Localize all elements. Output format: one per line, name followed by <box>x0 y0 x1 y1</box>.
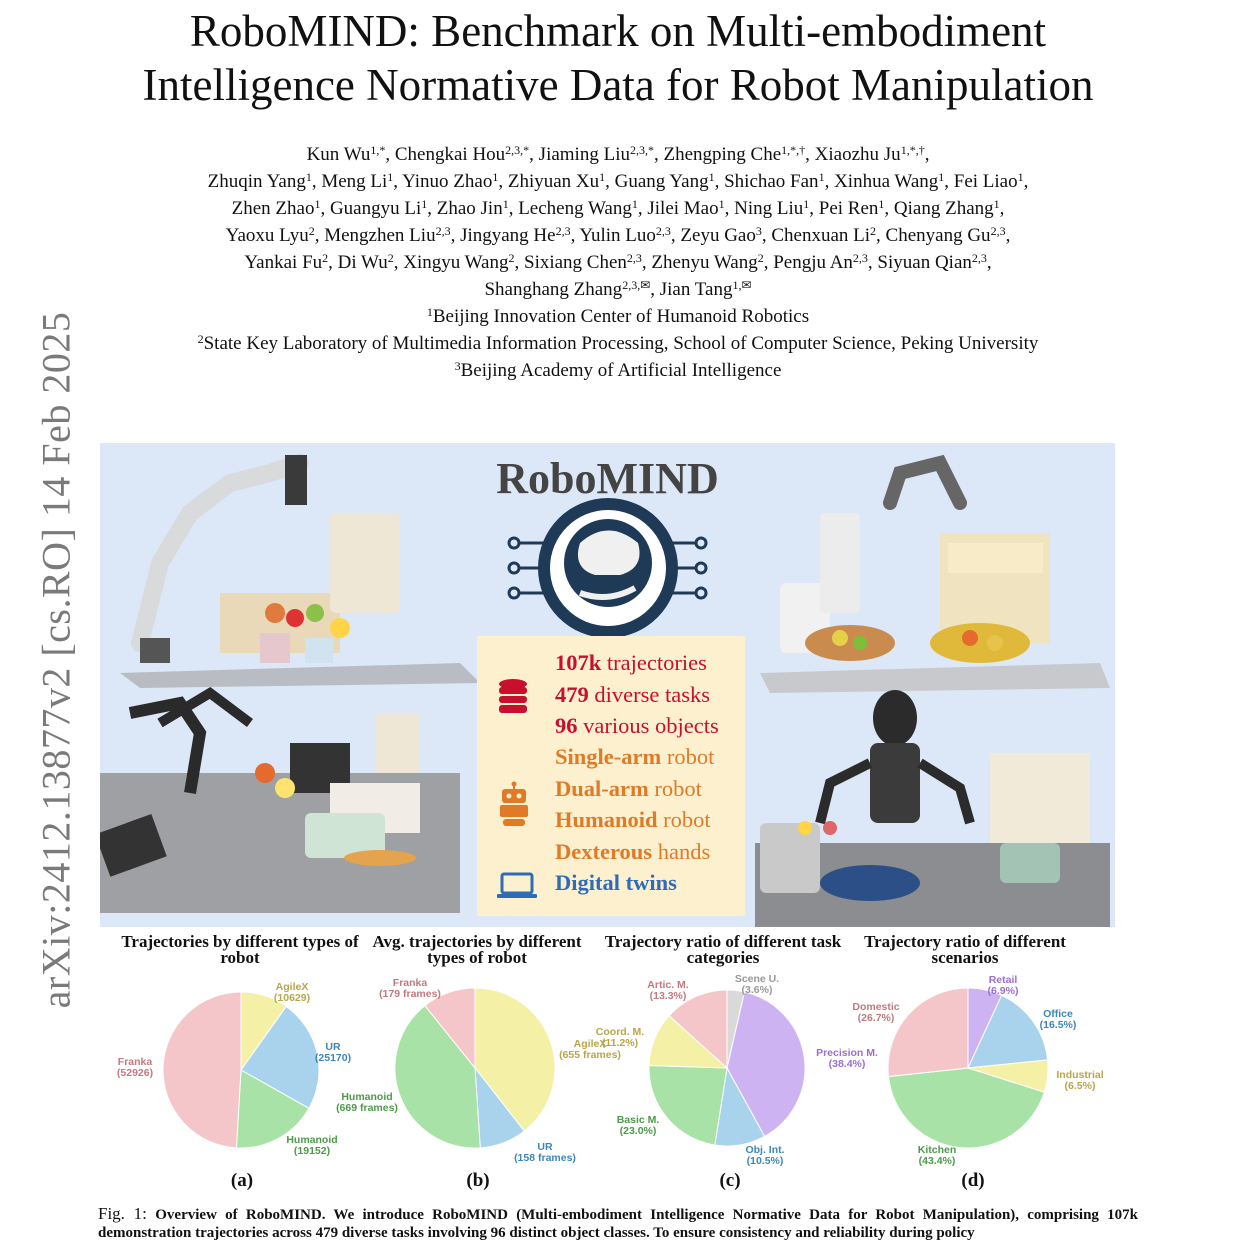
author-name: Zhao Jin <box>436 198 503 219</box>
affiliation-text: State Key Laboratory of Multimedia Information Processing, School of Computer Science, Peking University <box>203 333 1039 354</box>
pie-label: Humanoid (19152) <box>286 1134 338 1157</box>
author-name: Xinhua Wang <box>834 171 939 192</box>
stat-value: 107k <box>555 650 602 675</box>
author-name: Meng Li <box>321 171 388 192</box>
affiliation-sup: 1 <box>426 305 433 319</box>
author-affiliation-sup: 2 <box>870 224 877 238</box>
author-affiliation-sup: 1,* <box>370 143 386 157</box>
author-name: Zhiyuan Xu <box>507 171 600 192</box>
caption-label: Fig. 1: <box>98 1204 147 1223</box>
author-affiliation-sup: 1 <box>305 170 312 184</box>
author-name: Sixiang Chen <box>524 252 627 273</box>
author-affiliation-sup: 1 <box>492 170 499 184</box>
stat-value: Single-arm <box>555 744 662 769</box>
author-name: Guangyu Li <box>329 198 422 219</box>
author-line: Yankai Fu$^2$, Di Wu$^2$, Xingyu Wang$^2$, Sixiang Chen$^{2,3}$, Zhenyu Wang$^2$, Pengju An$^{2,3}$, Siyuan Qian$^{2,3}$, <box>244 251 992 273</box>
stat-value: Dexterous <box>555 839 653 864</box>
pie-label: Office (16.5%) <box>1039 1008 1077 1031</box>
author-affiliation-sup: 2 <box>757 251 764 265</box>
pie-label: Humanoid (669 frames) <box>336 1091 398 1114</box>
author-affiliation-sup: 1 <box>818 170 825 184</box>
author-name: Mengzhen Liu <box>324 225 436 246</box>
author-line: Yaoxu Lyu$^2$, Mengzhen Liu$^{2,3}$, Jingyang He$^{2,3}$, Yulin Luo$^{2,3}$, Zeyu Gao$^3$, Chenxuan Li$^2$, Chenyang Gu$^{2,3}$, <box>225 224 1011 246</box>
subfig-label-b: (b) <box>466 1170 490 1191</box>
author-affiliation-sup: 1 <box>1017 170 1024 184</box>
author-name: Zhenyu Wang <box>651 252 758 273</box>
pie-label: Coord. M. (11.2%) <box>595 1026 645 1049</box>
author-affiliation-sup: 1 <box>718 197 725 211</box>
affiliation-sup: 3 <box>454 359 461 373</box>
author-name: Kun Wu <box>306 144 371 165</box>
author-name: Yaoxu Lyu <box>225 225 309 246</box>
author-affiliation-sup: 2,3 <box>990 224 1006 238</box>
arxiv-identifier: arXiv:2412.13877v2 [cs.RO] 14 Feb 2025 <box>33 311 79 1009</box>
pie-label: Obj. Int. (10.5%) <box>745 1144 785 1167</box>
author-affiliation-sup: 1 <box>502 197 509 211</box>
author-affiliation-sup: 2,3 <box>971 251 987 265</box>
pie-label: Franka (52926) <box>116 1056 154 1079</box>
affiliation-text: Beijing Academy of Artificial Intelligence <box>460 360 782 381</box>
author-affiliation-sup: 2,3,* <box>505 143 530 157</box>
stat-value: Dual-arm <box>555 776 649 801</box>
pie-label: Artic. M. (13.3%) <box>647 979 689 1002</box>
author-line: Zhen Zhao$^1$, Guangyu Li$^1$, Zhao Jin$^1$, Lecheng Wang$^1$, Jilei Mao$^1$, Ning Liu$^1$, Pei Ren$^1$, Qiang Zhang$^1$, <box>231 197 1005 219</box>
author-affiliation-sup: 1 <box>631 197 638 211</box>
figure-caption <box>98 1205 1138 1242</box>
author-name: Siyuan Qian <box>877 252 972 273</box>
author-affiliation-sup: 1 <box>387 170 394 184</box>
author-line: Kun $Wu^{1,*}$, Chengkai Hou$^{2,3,*}$, Jiaming Liu$^{2,3,*}$, Zhengping Che$^{1,*,\dagger}$, Xiaozhu $Ju^{1,*,\dagger}$, <box>306 143 930 165</box>
author-name: Zhen Zhao <box>231 198 315 219</box>
author-name: Qiang Zhang <box>893 198 994 219</box>
author-name: Fei Liao <box>953 171 1018 192</box>
pie-slice-domestic <box>888 988 968 1077</box>
pie-label: Kitchen (43.4%) <box>917 1144 957 1167</box>
author-affiliation-sup: 1 <box>878 197 885 211</box>
author-name: Jingyang He <box>460 225 556 246</box>
stat-text: diverse tasks <box>588 682 710 707</box>
stat-value: Humanoid <box>555 807 658 832</box>
author-affiliation-sup: 2,3 <box>655 224 671 238</box>
author-name: Chenxuan Li <box>771 225 871 246</box>
author-name: Yulin Luo <box>579 225 656 246</box>
author-name: Zeyu Gao <box>680 225 756 246</box>
author-affiliation-sup: 2,3 <box>626 251 642 265</box>
author-affiliation-sup: 1 <box>314 197 321 211</box>
pie-label: UR (158 frames) <box>514 1141 576 1164</box>
author-affiliation-sup: 2,3 <box>852 251 868 265</box>
author-affiliation-sup: 1,*,† <box>781 143 806 157</box>
author-name: Shichao Fan <box>724 171 819 192</box>
pie-slice-franka <box>163 992 241 1148</box>
author-affiliation-sup: 1 <box>993 197 1000 211</box>
figure-heading: RoboMIND <box>496 454 719 503</box>
pie-slice-basic-m <box>649 1066 727 1145</box>
author-name: Di Wu <box>337 252 388 273</box>
author-affiliation-sup: 2 <box>387 251 394 265</box>
pie-label: Basic M. (23.0%) <box>616 1114 660 1137</box>
author-affiliation-sup: 1 <box>938 170 945 184</box>
author-name: Pei Ren <box>818 198 879 219</box>
pie-label: Industrial (6.5%) <box>1056 1069 1104 1092</box>
pie-label: UR (25170) <box>314 1041 352 1064</box>
author-affiliation-sup: 1 <box>421 197 428 211</box>
pie-label: Precision M. (38.4%) <box>816 1047 878 1070</box>
author-name: Jilei Mao <box>647 198 719 219</box>
author-name: Chenyang Gu <box>885 225 991 246</box>
stat-text: robot <box>648 776 702 801</box>
author-name: Zhuqin Yang <box>207 171 306 192</box>
stat-text: robot <box>661 744 715 769</box>
author-name: Zhengping Che <box>663 144 782 165</box>
stat-value: Digital twins <box>555 870 677 895</box>
author-name: Xingyu Wang <box>403 252 509 273</box>
author-name: Yinuo Zhao <box>402 171 493 192</box>
author-name: Ning Liu <box>734 198 804 219</box>
author-affiliation-sup: 3 <box>755 224 762 238</box>
caption-text: Overview of RoboMIND. We introduce RoboMIND (Multi-embodiment Intelligence Normative Data for Robot Manipulation), comprising 107k demonstration trajectories across 479 diverse tasks involving 96 distinct object classes. To ensure consistency and reliability during policy <box>98 1207 1139 1241</box>
author-name: Jiaming Liu <box>538 144 630 165</box>
author-affiliation-sup: 1,*,† <box>900 143 925 157</box>
pie-label: AgileX (655 frames) <box>559 1038 621 1061</box>
stat-text: hands <box>652 839 711 864</box>
author-name: Lecheng Wang <box>518 198 632 219</box>
stat-text: various objects <box>577 713 719 738</box>
affiliation-sup: 2 <box>197 332 204 346</box>
author-name: Xiaozhu Ju <box>814 144 901 165</box>
author-name: Jian Tang <box>659 279 733 300</box>
author-name: Pengju An <box>773 252 853 273</box>
author-affiliation-sup: 2,3,✉ <box>622 278 651 292</box>
author-affiliation-sup: 2,3,* <box>629 143 654 157</box>
pie-label: Franka (179 frames) <box>379 977 441 1000</box>
author-name: Guang Yang <box>614 171 709 192</box>
pie-label: Domestic (26.7%) <box>852 1001 900 1024</box>
author-affiliation-sup: 2,3 <box>435 224 451 238</box>
author-line: Zhuqin Yang$^1$, Meng Li$^1$, Yinuo Zhao$^1$, Zhiyuan Xu$^1$, Guang Yang$^1$, Shichao Fan$^1$, Xinhua Wang$^1$, Fei Liao$^1$, <box>207 170 1029 192</box>
author-affiliation-sup: 1 <box>708 170 715 184</box>
stat-text: robot <box>657 807 711 832</box>
pie-label: Scene U. (3.6%) <box>734 973 780 996</box>
subfig-label-d: (d) <box>961 1170 985 1191</box>
subfig-label-a: (a) <box>230 1170 254 1191</box>
author-name: Shanghang Zhang <box>484 279 623 300</box>
author-affiliation-sup: 1 <box>599 170 606 184</box>
subfig-label-c: (c) <box>719 1170 741 1191</box>
pie-label: Retail (6.9%) <box>987 974 1019 997</box>
author-affiliation-sup: 1 <box>803 197 810 211</box>
pie-label: AgileX (10629) <box>273 981 311 1004</box>
author-affiliation-sup: 2 <box>308 224 315 238</box>
author-affiliation-sup: 1,✉ <box>732 278 752 292</box>
author-affiliation-sup: 2,3 <box>555 224 571 238</box>
pie-title-d: Trajectory ratio of different scenarios <box>864 932 1066 967</box>
pie-title-b: Avg. trajectories by different types of robot <box>372 932 582 967</box>
pie-title-a: Trajectories by different types of robot <box>121 932 359 967</box>
affiliation-text: Beijing Innovation Center of Humanoid Robotics <box>432 306 810 327</box>
author-affiliation-sup: 2 <box>322 251 329 265</box>
author-name: Yankai Fu <box>244 252 323 273</box>
stat-text: trajectories <box>601 650 707 675</box>
author-line: Shanghang Zhang$^{2,3,✉}$, Jian Tang$^{1,✉}$ <box>484 278 752 300</box>
title-line-1: RoboMIND: Benchmark on Multi-embodiment <box>189 6 1047 56</box>
stat-value: 96 <box>555 713 578 738</box>
author-affiliation-sup: 2 <box>508 251 515 265</box>
author-name: Chengkai Hou <box>394 144 506 165</box>
pie-title-c: Trajectory ratio of different task categories <box>604 932 842 967</box>
stat-value: 479 <box>555 682 589 707</box>
title-line-2: Intelligence Normative Data for Robot Manipulation <box>142 60 1094 110</box>
